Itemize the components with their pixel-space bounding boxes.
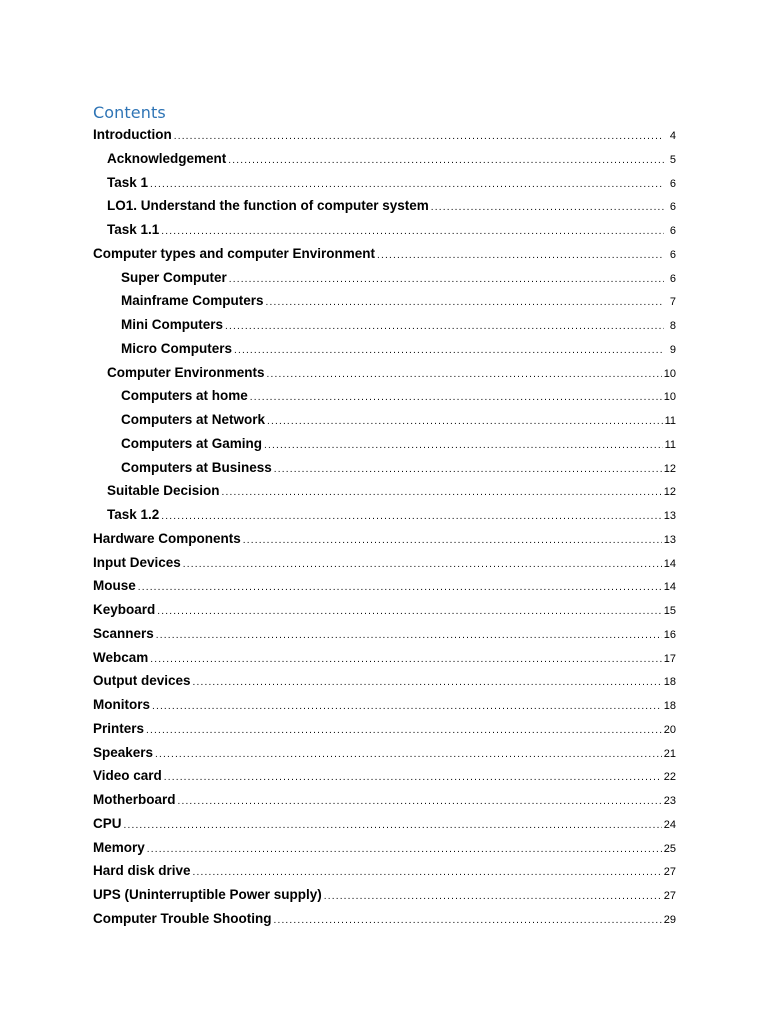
toc-dot-leader bbox=[228, 149, 664, 171]
toc-entry-page-number[interactable]: 9 bbox=[669, 343, 676, 356]
toc-entry[interactable] bbox=[93, 361, 676, 385]
toc-dot-leader bbox=[183, 553, 662, 575]
toc-entry-label[interactable]: Speakers bbox=[93, 744, 154, 760]
toc-entry-page-number[interactable]: 10 bbox=[663, 367, 676, 380]
toc-entry-label[interactable]: Computer Environments bbox=[107, 364, 265, 380]
toc-entry-label[interactable]: Memory bbox=[93, 839, 145, 855]
toc-dot-leader bbox=[178, 790, 662, 812]
toc-entry-label[interactable]: Hardware Components bbox=[93, 530, 241, 546]
toc-dot-leader bbox=[193, 671, 662, 693]
toc-entry-page-number[interactable]: 12 bbox=[663, 462, 676, 475]
toc-entry-label[interactable]: Acknowledgement bbox=[107, 150, 227, 166]
toc-entry-label[interactable]: Computer types and computer Environment bbox=[93, 245, 376, 261]
toc-dot-leader bbox=[161, 220, 664, 242]
toc-entry-page-number[interactable]: 6 bbox=[669, 248, 676, 261]
toc-entry-label[interactable]: Computers at Business bbox=[121, 459, 272, 475]
toc-dot-leader bbox=[150, 648, 661, 670]
toc-entry-page-number[interactable]: 11 bbox=[664, 438, 676, 451]
toc-entry-label[interactable]: Introduction bbox=[93, 127, 172, 142]
toc-dot-leader bbox=[222, 481, 662, 503]
toc-entry[interactable] bbox=[93, 503, 676, 527]
toc-entry-label[interactable]: Task 1 bbox=[107, 174, 149, 190]
toc-dot-leader bbox=[155, 743, 662, 765]
toc-dot-leader bbox=[193, 861, 662, 883]
toc-entry-label[interactable]: Printers bbox=[93, 720, 145, 736]
toc-entry-page-number[interactable]: 16 bbox=[663, 628, 676, 641]
toc-entry-label[interactable]: Computers at Network bbox=[121, 412, 266, 427]
toc-entry[interactable] bbox=[93, 456, 676, 480]
toc-dot-leader bbox=[161, 505, 661, 527]
toc-entry[interactable] bbox=[93, 812, 676, 836]
toc-entry[interactable] bbox=[93, 907, 676, 931]
toc-entry-label[interactable]: Motherboard bbox=[93, 792, 176, 807]
toc-dot-leader bbox=[146, 719, 662, 741]
toc-dot-leader bbox=[377, 244, 664, 266]
toc-entry-label[interactable]: Super Computer bbox=[121, 269, 227, 285]
toc-entry[interactable] bbox=[93, 717, 676, 741]
toc-entry[interactable] bbox=[93, 741, 676, 765]
toc-entry-label[interactable]: Mini Computers bbox=[121, 317, 224, 332]
toc-dot-leader bbox=[157, 600, 661, 622]
toc-entry[interactable] bbox=[93, 764, 676, 788]
toc-entry[interactable] bbox=[93, 242, 676, 266]
toc-entry-label[interactable]: LO1. Understand the function of computer system bbox=[107, 198, 429, 214]
toc-entry[interactable] bbox=[93, 313, 676, 337]
toc-entry-label[interactable]: Video card bbox=[93, 768, 162, 784]
toc-entry[interactable] bbox=[93, 123, 676, 147]
toc-entry-page-number[interactable]: 13 bbox=[663, 533, 676, 546]
toc-entry-label[interactable]: Computer Trouble Shooting bbox=[93, 910, 272, 926]
toc-entry-page-number[interactable]: 5 bbox=[669, 153, 676, 166]
toc-entry-page-number[interactable]: 18 bbox=[663, 676, 676, 689]
toc-entry[interactable] bbox=[93, 622, 676, 646]
toc-entry-label[interactable]: UPS (Uninterruptible Power supply) bbox=[93, 887, 322, 902]
toc-entry[interactable] bbox=[93, 432, 676, 456]
toc-entry-label[interactable]: Computers at Gaming bbox=[121, 435, 263, 451]
toc-dot-leader bbox=[164, 766, 662, 788]
toc-entry-label[interactable]: Monitors bbox=[93, 697, 150, 712]
toc-dot-leader bbox=[229, 268, 664, 290]
toc-entry-page-number[interactable]: 25 bbox=[663, 842, 676, 855]
toc-entry-page-number[interactable]: 22 bbox=[663, 771, 676, 784]
toc-entry-page-number[interactable]: 7 bbox=[669, 296, 676, 309]
toc-entry-label[interactable]: Hard disk drive bbox=[93, 863, 191, 879]
toc-entry[interactable] bbox=[93, 289, 676, 313]
toc-entry-page-number[interactable]: 12 bbox=[663, 486, 676, 499]
toc-entry[interactable] bbox=[93, 527, 676, 551]
toc-entry[interactable] bbox=[93, 171, 676, 195]
toc-entry-label[interactable]: Mainframe Computers bbox=[121, 293, 264, 309]
toc-entry[interactable] bbox=[93, 408, 676, 432]
toc-dot-leader bbox=[138, 576, 662, 598]
toc-entry[interactable] bbox=[93, 551, 676, 575]
toc-dot-leader bbox=[147, 838, 662, 860]
toc-dot-leader bbox=[174, 125, 664, 147]
toc-entry-page-number[interactable]: 13 bbox=[663, 510, 676, 522]
toc-entry-page-number[interactable]: 11 bbox=[664, 415, 676, 427]
toc-entry-label[interactable]: Computers at home bbox=[121, 388, 248, 404]
toc-dot-leader bbox=[267, 363, 662, 385]
toc-entry[interactable] bbox=[93, 883, 676, 907]
toc-entry-label[interactable]: Suitable Decision bbox=[107, 483, 220, 499]
toc-dot-leader bbox=[225, 315, 664, 337]
toc-entry-page-number[interactable]: 6 bbox=[669, 177, 676, 190]
toc-entry-page-number[interactable]: 21 bbox=[663, 747, 676, 760]
toc-entry-label[interactable]: Mouse bbox=[93, 578, 136, 594]
toc-entry[interactable] bbox=[93, 479, 676, 503]
toc-entry[interactable] bbox=[93, 147, 676, 171]
toc-entry-page-number[interactable]: 18 bbox=[663, 700, 676, 712]
toc-entry-page-number[interactable]: 14 bbox=[663, 581, 676, 594]
toc-entry[interactable] bbox=[93, 693, 676, 717]
toc-entry-label[interactable]: Micro Computers bbox=[121, 340, 233, 356]
toc-dot-leader bbox=[274, 458, 662, 480]
toc-entry[interactable] bbox=[93, 218, 676, 242]
toc-dot-leader bbox=[324, 885, 662, 907]
toc-entry-label[interactable]: CPU bbox=[93, 815, 122, 831]
toc-dot-leader bbox=[250, 386, 662, 408]
toc-dot-leader bbox=[264, 434, 663, 456]
toc-entry-label[interactable]: Webcam bbox=[93, 649, 149, 665]
toc-entry[interactable] bbox=[93, 384, 676, 408]
toc-entry-label[interactable]: Input Devices bbox=[93, 554, 181, 570]
toc-dot-leader bbox=[150, 173, 664, 195]
toc-entry-page-number[interactable]: 8 bbox=[669, 320, 676, 332]
toc-dot-leader bbox=[431, 196, 664, 218]
toc-entry[interactable] bbox=[93, 598, 676, 622]
toc-entry-page-number[interactable]: 24 bbox=[663, 818, 676, 831]
toc-entry-page-number[interactable]: 20 bbox=[663, 723, 676, 736]
toc-entry-label[interactable]: Keyboard bbox=[93, 602, 156, 617]
toc-heading: Contents bbox=[93, 103, 166, 122]
toc-entry-page-number[interactable]: 6 bbox=[669, 225, 676, 237]
toc-dot-leader bbox=[274, 909, 662, 931]
toc-dot-leader bbox=[267, 410, 663, 432]
toc-entry-page-number[interactable]: 29 bbox=[663, 913, 676, 926]
table-of-contents bbox=[93, 123, 676, 931]
toc-entry-label[interactable]: Task 1.2 bbox=[107, 507, 160, 522]
toc-entry[interactable] bbox=[93, 337, 676, 361]
toc-entry-label[interactable]: Scanners bbox=[93, 625, 154, 641]
toc-entry-page-number[interactable]: 17 bbox=[663, 652, 676, 665]
toc-entry-page-number[interactable]: 4 bbox=[669, 130, 676, 142]
toc-entry[interactable] bbox=[93, 574, 676, 598]
toc-entry-page-number[interactable]: 6 bbox=[669, 201, 676, 214]
toc-entry-label[interactable]: Task 1.1 bbox=[107, 222, 160, 237]
toc-entry[interactable] bbox=[93, 669, 676, 693]
toc-entry[interactable] bbox=[93, 836, 676, 860]
toc-entry[interactable] bbox=[93, 194, 676, 218]
toc-dot-leader bbox=[266, 291, 664, 313]
toc-entry-page-number[interactable]: 15 bbox=[663, 605, 676, 617]
toc-entry[interactable] bbox=[93, 266, 676, 290]
toc-entry-page-number[interactable]: 6 bbox=[669, 272, 676, 285]
toc-entry-page-number[interactable]: 14 bbox=[663, 557, 676, 570]
toc-dot-leader bbox=[243, 529, 662, 551]
toc-dot-leader bbox=[156, 624, 662, 646]
toc-entry-page-number[interactable]: 27 bbox=[663, 866, 676, 879]
toc-entry-page-number[interactable]: 10 bbox=[663, 391, 676, 404]
toc-entry-page-number[interactable]: 27 bbox=[663, 890, 676, 902]
toc-entry-label[interactable]: Output devices bbox=[93, 673, 191, 689]
toc-dot-leader bbox=[234, 339, 664, 361]
toc-entry-page-number[interactable]: 23 bbox=[663, 795, 676, 807]
toc-entry[interactable] bbox=[93, 859, 676, 883]
toc-dot-leader bbox=[124, 814, 662, 836]
toc-entry[interactable] bbox=[93, 788, 676, 812]
toc-dot-leader bbox=[152, 695, 662, 717]
toc-entry[interactable] bbox=[93, 646, 676, 670]
